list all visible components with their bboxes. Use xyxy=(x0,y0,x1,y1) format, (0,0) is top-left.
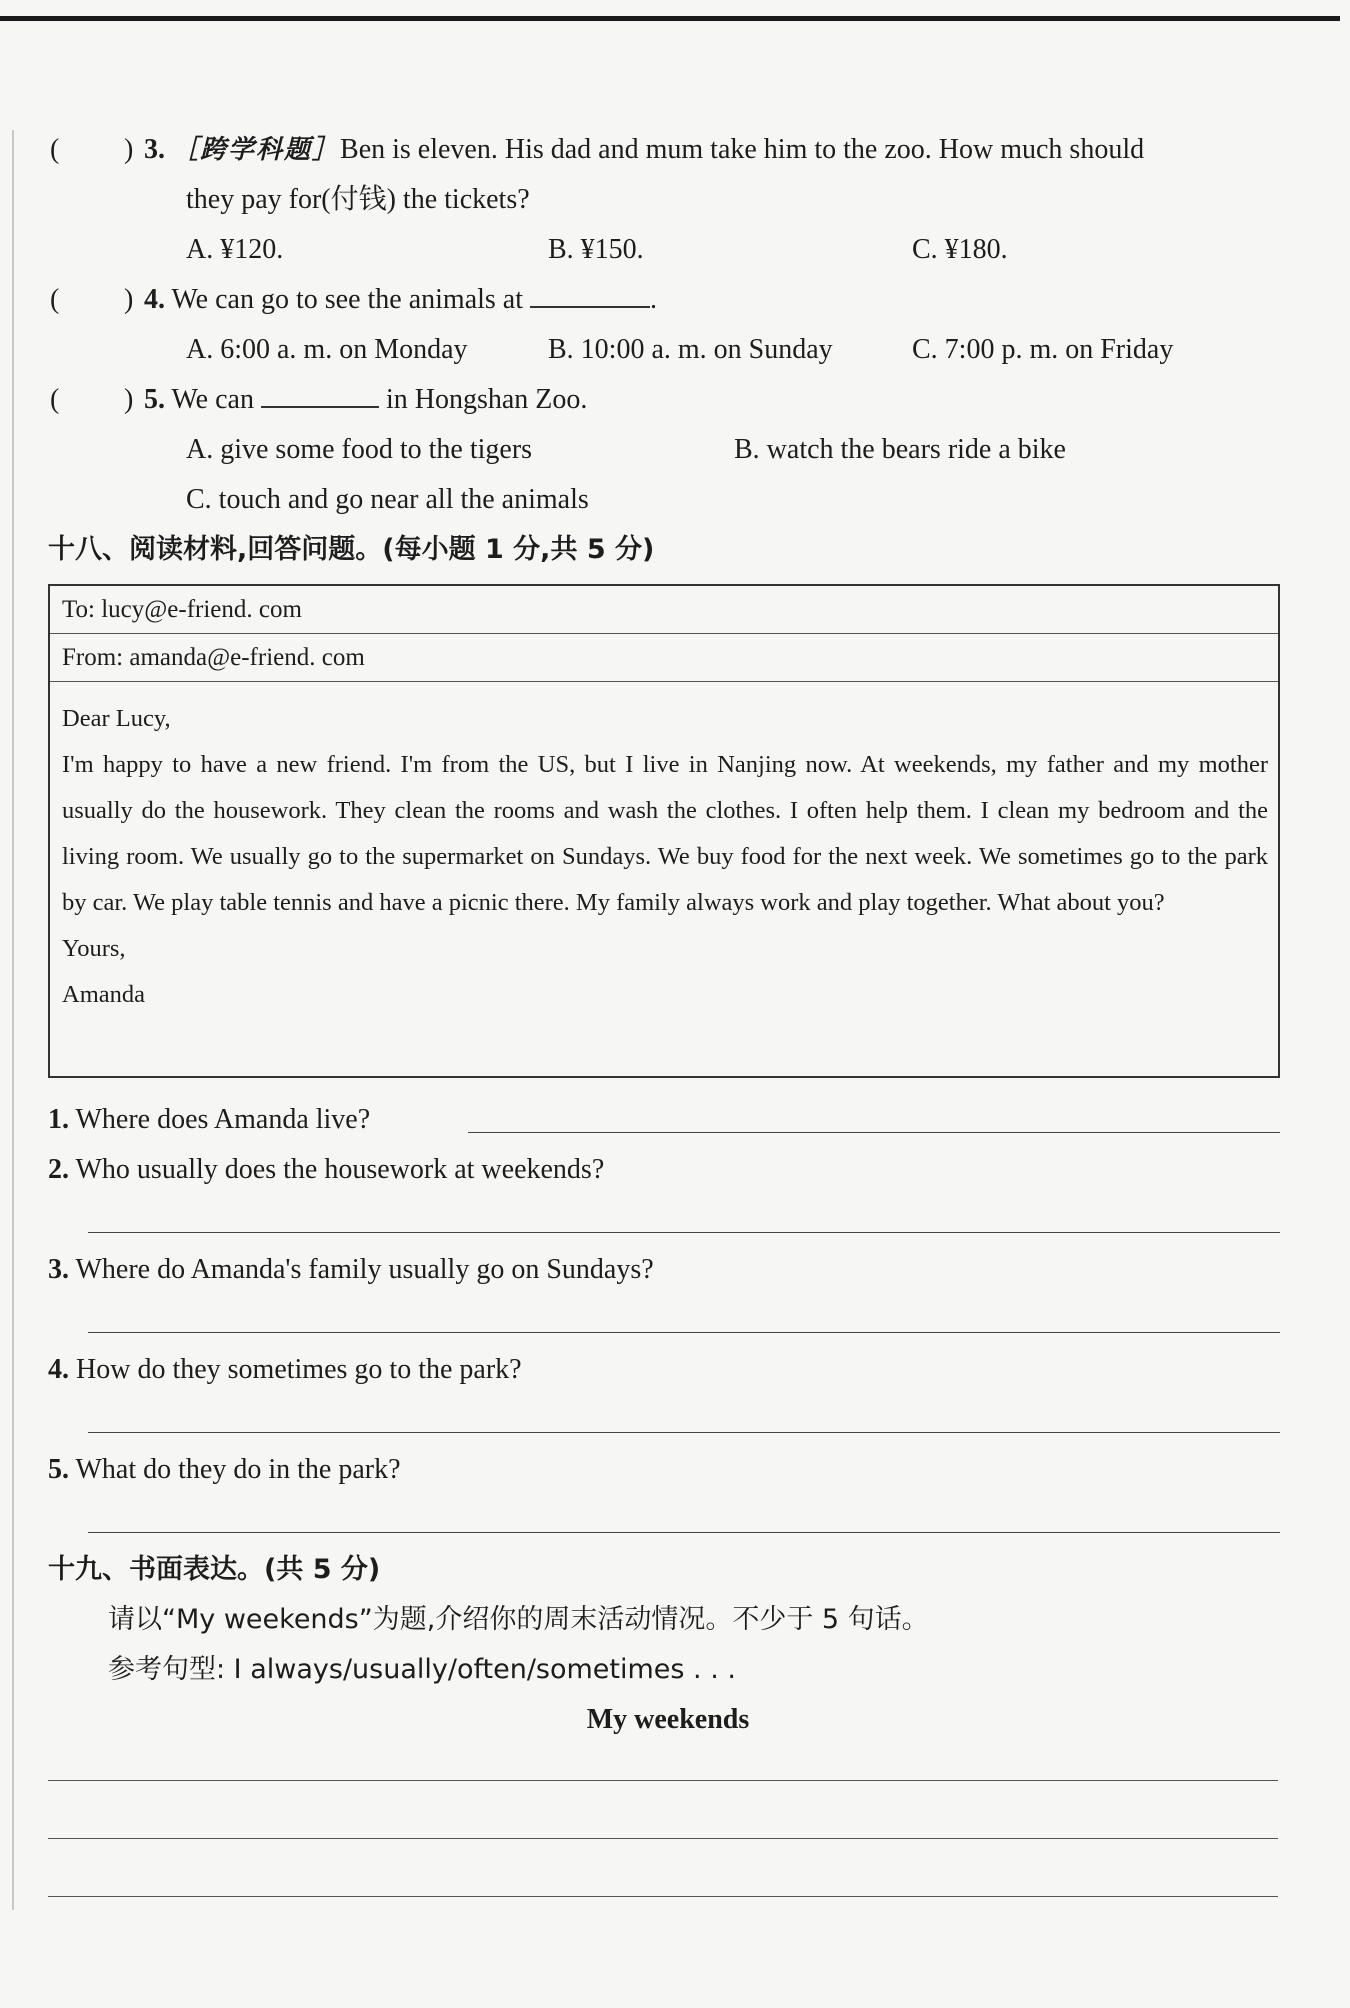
reading-question-1 xyxy=(48,1100,370,1140)
email-text: I'm happy to have a new friend. I'm from the US, but I live in Nanjing now. At weekends, my father and my mother usually do the housework. They clean the rooms and wash the clothes. I often help them. I clean my bedroom and the living room. We usually go to the supermarket on Sundays. We buy food for the next week. We sometimes go to the park by car. We play table tennis and have a picnic there. My family always work and play together. What about you? xyxy=(62,751,1268,916)
answer-paren-close-q5: ) xyxy=(124,384,134,415)
question-4-option-b: B. 10:00 a. m. on Sunday xyxy=(548,334,833,365)
question-4-period: . xyxy=(650,284,658,315)
writing-line-2[interactable] xyxy=(48,1838,1278,1839)
answer-line-4[interactable] xyxy=(88,1432,1280,1433)
question-3-line2: they pay for(付钱) the tickets? xyxy=(186,184,530,215)
question-3-number: 3. xyxy=(144,134,165,165)
writing-instruction: 请以“My weekends”为题,介绍你的周末活动情况。不少于 5 句话。 xyxy=(108,1604,929,1635)
question-3-text: Ben is eleven. His dad and mum take him to the zoo. How much should xyxy=(340,134,1145,165)
question-5-text-after: in Hongshan Zoo. xyxy=(385,384,588,415)
email-from: From: amanda@e-friend. com xyxy=(50,634,1278,682)
section-18-heading: 十八、阅读材料,回答问题。(每小题 1 分,共 5 分) xyxy=(48,534,655,565)
question-5-text: We can xyxy=(171,384,254,415)
question-3-option-a: A. ¥120. xyxy=(186,234,284,265)
section-19-heading: 十九、书面表达。(共 5 分) xyxy=(48,1554,381,1585)
reading-question-1-text: Where does Amanda live? xyxy=(75,1104,371,1135)
question-4-option-c: C. 7:00 p. m. on Friday xyxy=(912,334,1174,365)
email-box xyxy=(48,584,1280,1078)
question-3-option-c: C. ¥180. xyxy=(912,234,1008,265)
question-4-number: 4. xyxy=(144,284,165,315)
writing-reference-pattern: 参考句型: I always/usually/often/sometimes . . . xyxy=(108,1654,736,1685)
email-closing: Yours, xyxy=(62,935,126,962)
reading-question-5 xyxy=(48,1450,401,1490)
email-greeting: Dear Lucy, xyxy=(62,705,171,732)
reading-question-3-number: 3. xyxy=(48,1254,69,1285)
reading-question-2-number: 2. xyxy=(48,1154,69,1185)
left-margin-rule xyxy=(12,130,14,1910)
answer-paren-close-q4: ) xyxy=(124,284,134,315)
writing-line-3[interactable] xyxy=(48,1896,1278,1897)
answer-line-3[interactable] xyxy=(88,1332,1280,1333)
email-body xyxy=(62,696,1268,1018)
question-5-option-b: B. watch the bears ride a bike xyxy=(734,434,1066,465)
writing-title: My weekends xyxy=(586,1704,750,1735)
question-4-blank[interactable] xyxy=(530,282,650,308)
question-4-text: We can go to see the animals at xyxy=(171,284,524,315)
question-3-line1 xyxy=(144,130,1144,170)
question-3-option-b: B. ¥150. xyxy=(548,234,644,265)
question-3-tag: ［跨学科题］ xyxy=(172,135,341,165)
answer-line-2[interactable] xyxy=(88,1232,1280,1233)
question-5-number: 5. xyxy=(144,384,165,415)
reading-question-3 xyxy=(48,1250,654,1290)
reading-question-5-text: What do they do in the park? xyxy=(75,1454,401,1485)
question-5-option-a: A. give some food to the tigers xyxy=(186,434,533,465)
answer-line-1[interactable] xyxy=(468,1132,1280,1133)
reading-question-4 xyxy=(48,1350,522,1390)
email-to: To: lucy@e-friend. com xyxy=(50,586,1278,634)
answer-paren-open-q3: ( xyxy=(50,134,60,165)
reading-question-2-text: Who usually does the housework at weekends? xyxy=(75,1154,605,1185)
answer-paren-open-q4: ( xyxy=(50,284,60,315)
top-border-rule xyxy=(0,16,1340,21)
question-5-blank[interactable] xyxy=(261,382,379,408)
reading-question-4-text: How do they sometimes go to the park? xyxy=(76,1354,522,1385)
question-5-stem xyxy=(144,380,587,420)
question-4-option-a: A. 6:00 a. m. on Monday xyxy=(186,334,468,365)
reading-question-2 xyxy=(48,1150,604,1190)
question-5-option-c: C. touch and go near all the animals xyxy=(186,484,589,515)
reading-question-3-text: Where do Amanda's family usually go on Sundays? xyxy=(75,1254,654,1285)
reading-question-1-number: 1. xyxy=(48,1104,69,1135)
reading-question-4-number: 4. xyxy=(48,1354,69,1385)
writing-line-1[interactable] xyxy=(48,1780,1278,1781)
email-signature: Amanda xyxy=(62,981,145,1008)
answer-paren-close-q3: ) xyxy=(124,134,134,165)
answer-paren-open-q5: ( xyxy=(50,384,60,415)
question-4-stem xyxy=(144,280,657,320)
answer-line-5[interactable] xyxy=(88,1532,1280,1533)
reading-question-5-number: 5. xyxy=(48,1454,69,1485)
